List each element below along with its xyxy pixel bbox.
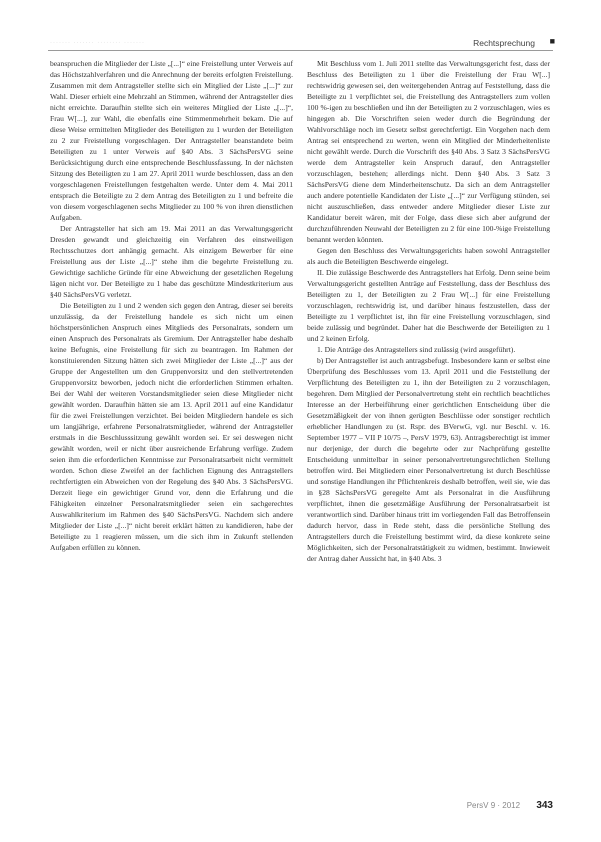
paragraph: beanspruchen die Mitglieder der Liste „[...]“ eine Freistellung unter Verweis auf das Höchstzahlverfahren und die Anrechnung der bereits erfolgten Freistellung. Zusammen mit dem Antragsteller stellte sich ein Mitglied der Liste „[...]“ zur Wahl. Dieser erhielt eine Mehrzahl an Stimmen, während der Antragsteller dies nicht erreichte. Daraufhin stellte sich ein weiteres Mitglied der Liste „[...]“, Frau W[...], zur Wahl, die ebenfalls eine Stimmenmehrheit bekam. Die auf diese Weise ermittelten Mitglieder des Beteiligten zu 1 wurden der Beteiligten zu 2 zur Freistellung vorgeschlagen. Der Antragsteller beanstandete beim Beteiligten zu 1 unter Verweis auf §40 Abs. 3 SächsPersVG seine Berücksichtigung durch eine entsprechende Beschlussfassung. In der nächsten Sitzung des Beteiligten zu 1 am 27. April 2011 wurde beschlossen, dass an den vorgeschlagenen Freistellungen festgehalten werde. Unter dem 4. Mai 2011 entsprach die Beteiligte zu 2 dem Antrag des Beteiligten zu 1 und befreite die von diesem vorgeschlagenen sechs Mitglieder zu 100 % von ihren dienstlichen Aufgaben. bbox=[50, 59, 293, 222]
paragraph: 1. Die Anträge des Antragstellers sind zulässig (wird ausgeführt). bbox=[317, 345, 516, 354]
paragraph: Mit Beschluss vom 1. Juli 2011 stellte das Verwaltungsgericht fest, dass der Beschluss des Beteiligten zu 1 über die Freistellung der Frau W[...] rechtswidrig gewesen sei, den weitergehenden Antrag auf Feststellung, dass die Beteiligte zu 1 verpflichtet sei, die Freistellung des Antragstellers zum vollen 100 %-igen zu beschließen und ihn der Beteiligten zu 2 vorzuschlagen, wies es hingegen ab. Die Vorschriften seien weder durch die Begründung der Wahlvorschläge noch im Gesetz selbst gerechtfertigt. Ein Vorgehen nach dem Antrag sei entsprechend zu werten, wenn ein Mitglied der Minderheitenliste nicht gewählt werde. Durch die Vorschrift des §40 Abs. 3 Satz 3 SächsPersVG werde dem Antragsteller kein Anspruch darauf, den Antragsteller vorzuschlagen, bestehen; allerdings nicht. Denn §40 Abs. 3 Satz 3 SächsPersVG diene dem Minderheitenschutz. Da sich an dem Antragsteller auch andere potentielle Kandidaten der Liste „[...]“ zur Verfügung stünden, sei nicht auszuschließen, dass entweder andere Mitglieder dieser Liste zur Kandidatur bereit wären, mit der Folge, dass diese sich aber aufgrund der durchzuführenden Neuwahl der Beteiligten zu 2 für eine 100-%ige Freistellung benannt werden könnten. bbox=[307, 59, 550, 244]
paragraph: Der Antragsteller hat sich am 19. Mai 2011 an das Verwaltungsgericht Dresden gewandt und gleichzeitig ein Verfahren des einstweiligen Rechtsschutzes dort anhängig gemacht. Als einzigem Bewerber für eine Freistellung aus der Liste „[...]“ stehe ihm die begehrte Freistellung zu. Gewichtige sachliche Gründe für eine Abweichung der gesetzlichen Regelung lägen nicht vor. Der Beteiligte zu 1 habe das geschützte Mindestkriterium aus §40 SächsPersVG verletzt. bbox=[50, 224, 293, 299]
right-column bbox=[307, 58, 550, 564]
section-marker-icon: ■ bbox=[549, 36, 555, 46]
left-column bbox=[50, 58, 293, 553]
header-running-title: ······· ······· ········ ······· bbox=[50, 40, 145, 46]
page-number: 343 bbox=[536, 800, 553, 811]
paragraph: Die Beteiligten zu 1 und 2 wenden sich gegen den Antrag, dieser sei bereits unzulässig, da der Freistellung handele es sich nicht um einen höchstpersönlichen Anspruch eines Mitglieds des Personalrats, sondern um einen Anspruch des Personalrats als Gremium. Der Antragsteller habe deshalb keine Befugnis, eine Freistellung für sich zu beantragen. Im Rahmen der konstituierenden Sitzung hätten sich zwei Mitglieder der Liste „[...]“ aus der Gruppe der Angestellten um den Gruppenvorsitz und den stellvertretenden Gruppenvorsitz beworben, jedoch nicht die erforderlichen Stimmen erhalten. Bei der Wahl der weiteren Vorstandsmitglieder seien diese Mitglieder nicht gewählt worden. Daraufhin hätten sie am 13. April 2011 auf eine Kandidatur für die zwei Freistellungen verzichtet. Bei beiden Mitgliedern handele es sich um langjährige, erfahrene Personalratsmitglieder, während der Antragsteller erstmals in die Beschlusssitzung gewählt worden sei. Er sei deswegen nicht gewählt worden, weil er nicht über ausreichende Erfahrung verfüge. Zudem seien ihm die erforderlichen Kenntnisse zur Personalratsarbeit nicht vermittelt worden. Schon diese Zweifel an der fachlichen Eignung des Antragstellers rechtfertigten ein Abweichen von der Regelung des §40 Abs. 3 SächsPersVG. Derzeit liege ein gewichtiger Grund vor, denn die Erfahrung und die Fähigkeiten einzelner Personalratsmitglieder seien ein sachgerechtes Auswahlkriterium im Rahmen des §40 SächsPersVG. Nachdem sich andere Mitglieder der Liste „[...]“ nicht bereit erklärt hätten zu kandidieren, habe der Beteiligte zu 1 reagieren müssen, um die sich ihm in Zukunft stellenden Aufgaben erfüllen zu können. bbox=[50, 301, 293, 552]
header-rule bbox=[48, 50, 553, 51]
paragraph: II. Die zulässige Beschwerde des Antragstellers hat Erfolg. Denn seine beim Verwaltungsgericht gestellten Anträge auf Feststellung, dass der Beschluss des Beteiligten zu 1, der Beteiligten zu 2 Frau W[...] für eine Freistellung vorzuschlagen, rechtswidrig ist, und darüber hinaus festzustellen, dass der Beteiligte zu 1 verpflichtet ist, ihn für eine Freistellung vorzuschlagen, sind beide zulässig und begründet. Daher hat die Beschwerde der Beteiligten zu 1 und 2 keinen Erfolg. bbox=[307, 268, 550, 343]
issue-label: PersV 9 · 2012 bbox=[466, 801, 521, 810]
section-title: Rechtsprechung bbox=[473, 38, 535, 48]
paragraph: b) Der Antragsteller ist auch antragsbefugt. Insbesondere kann er selbst eine Überprüfung des Beschlusses vom 13. April 2011 und die Feststellung der Verpflichtung des Beteiligten zu 1, ihn der Beteiligten zu 2 vorzuschlagen, begehren. Dem Mitglied der Personalvertretung steht ein rechtlich beachtliches Interesse an der Herbeiführung einer gerichtlichen Entscheidung über die Gesetzmäßigkeit der von ihnen gerügten Beschlüsse oder sonstiger rechtlich erheblicher Handlungen zu (st. Rspr. des BVerwG, vgl. nur Beschl. v. 16. September 1977 – VII P 10/75 –, PersV 1979, 63). Antragsberechtigt ist immer nur derjenige, der durch die begehrte oder zur Nachprüfung gestellte Entscheidung unmittelbar in seiner personalvertretungsrechtlichen Stellung betroffen wird. Bei Mitgliedern einer Personalvertretung ist durch Beschlüsse und sonstige Handlungen ihr Pflichtenkreis deshalb betroffen, weil sie, wie das in §28 SächsPersVG geregelte Amt als Personalrat in die Ausführung verpflichtet, ihnen die gesetzmäßige Ausführung der Personalratsarbeit ist verantwortlich sind. Darüber hinaus tritt im vorliegenden Fall das Betroffensein dadurch hervor, dass in Rede steht, dass die persönliche Stellung des Antragstellers durch die Freistellung bestimmt wird, da diese konkrete seine Möglichkeiten, sich der Personalratstätigkeit zu widmen, bestimmt. Inwieweit der Antrag daher Aussicht hat, in §40 Abs. 3 bbox=[307, 356, 550, 563]
page-footer bbox=[467, 800, 553, 811]
paragraph: Gegen den Beschluss des Verwaltungsgerichts haben sowohl Antragsteller als auch die Beteiligten Beschwerde eingelegt. bbox=[307, 246, 550, 266]
